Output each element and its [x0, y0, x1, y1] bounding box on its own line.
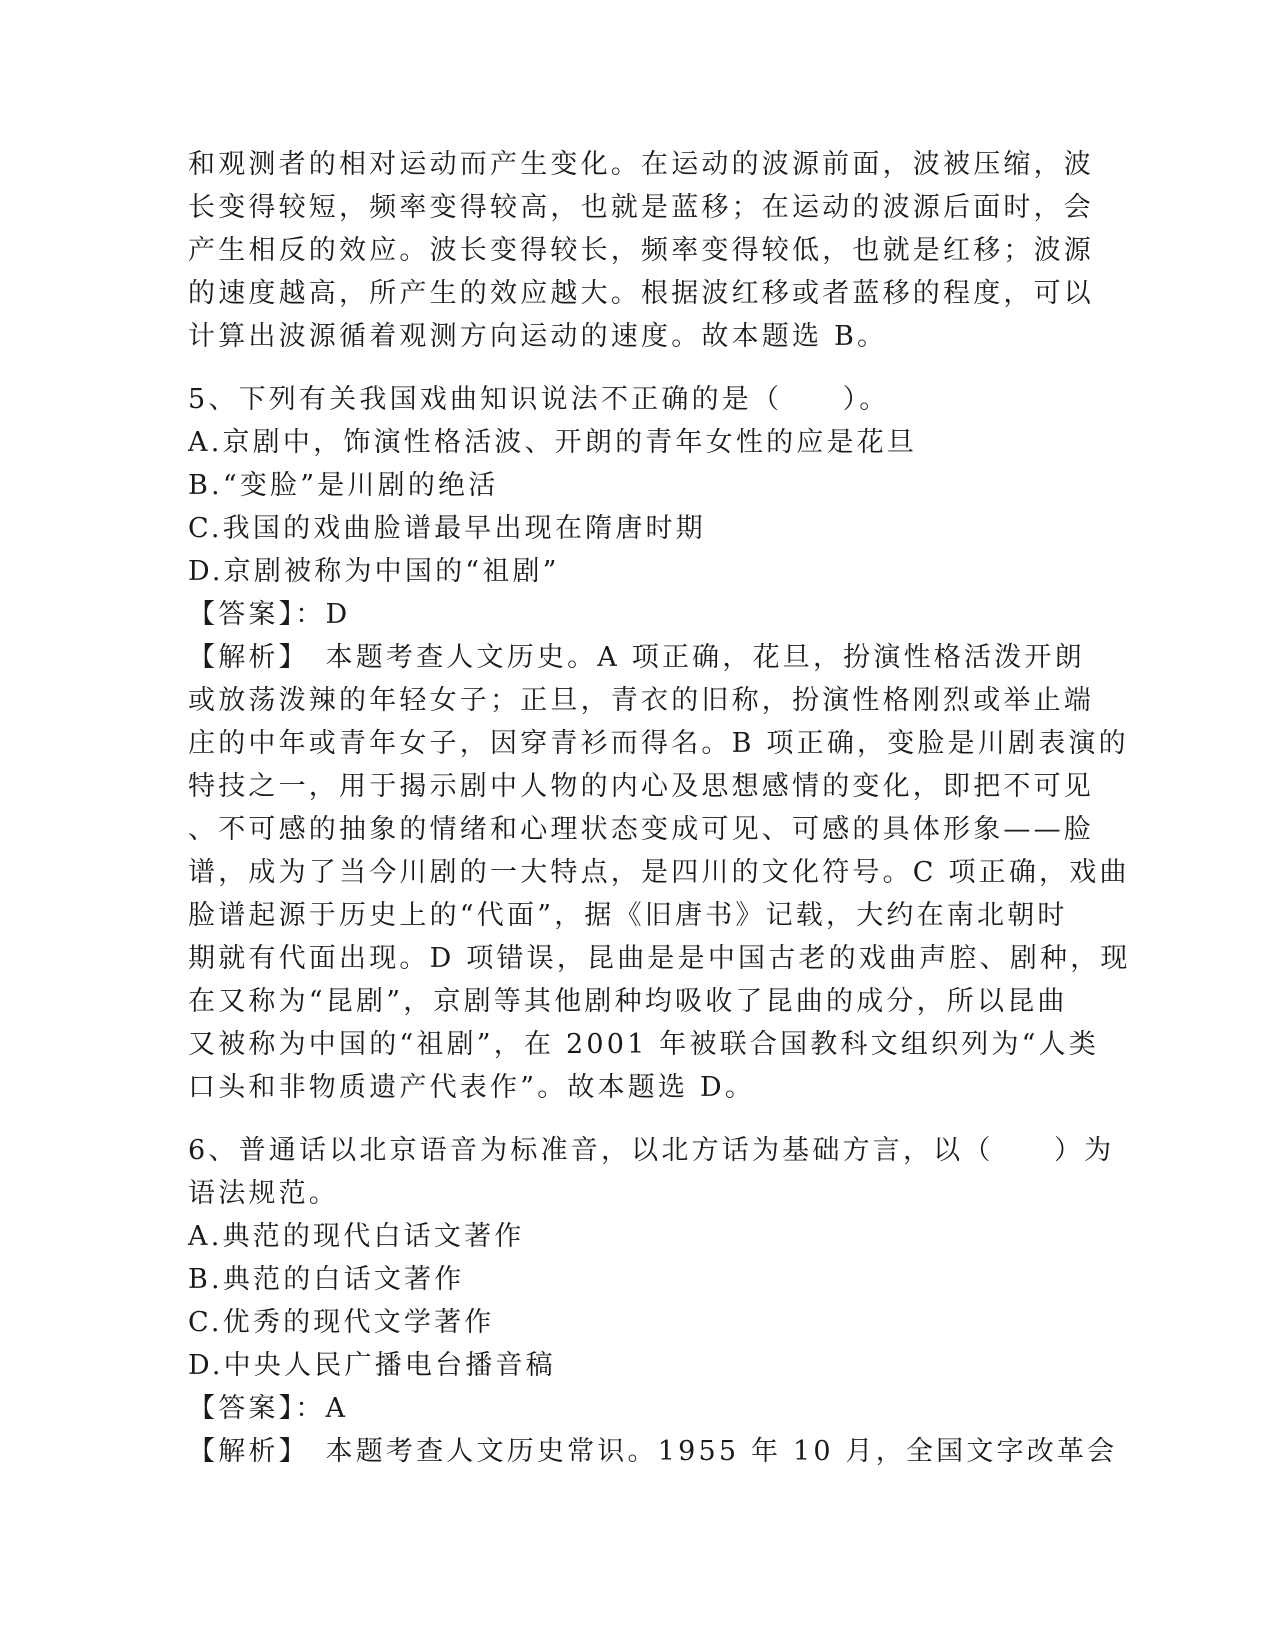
text-line: 计算出波源循着观测方向运动的速度。故本题选 B。	[188, 321, 888, 352]
explanation	[188, 636, 1131, 1109]
option-c: C.我国的戏曲脸谱最早出现在隋唐时期	[188, 513, 706, 544]
previous-explanation-tail	[188, 143, 1094, 358]
text-line: 、不可感的抽象的情绪和心理状态变成可见、可感的具体形象——脸	[188, 814, 1094, 845]
question-6	[188, 1129, 1118, 1473]
text-line: 庄的中年或青年女子，因穿青衫而得名。B 项正确，变脸是川剧表演的	[188, 728, 1129, 759]
text-line: 谱，成为了当今川剧的一大特点，是四川的文化符号。C 项正确，戏曲	[188, 857, 1130, 888]
option-a: A.典范的现代白话文著作	[188, 1221, 525, 1252]
text-line: 又被称为中国的“祖剧”，在 2001 年被联合国教科文组织列为“人类	[188, 1029, 1100, 1060]
option-c: C.优秀的现代文学著作	[188, 1307, 495, 1338]
option-b: B.“变脸”是川剧的绝活	[188, 470, 499, 501]
text-line: 特技之一，用于揭示剧中人物的内心及思想感情的变化，即把不可见	[188, 771, 1094, 802]
spacer	[188, 358, 1088, 378]
text-line: 期就有代面出现。D 项错误，昆曲是是中国古老的戏曲声腔、剧种，现	[188, 943, 1131, 974]
text-line: 在又称为“昆剧”，京剧等其他剧种均吸收了昆曲的成分，所以昆曲	[188, 986, 1068, 1017]
question-stem-cont: 语法规范。	[188, 1178, 339, 1209]
text-line: 口头和非物质遗产代表作”。故本题选 D。	[188, 1072, 756, 1103]
option-d: D.京剧被称为中国的“祖剧”	[188, 556, 560, 587]
spacer	[188, 1109, 1088, 1129]
answer-line: 【答案】：A	[188, 1393, 349, 1424]
question-5	[188, 378, 1131, 1109]
text-line: 【解析】 本题考查人文历史常识。1955 年 10 月，全国文字改革会	[188, 1436, 1118, 1467]
text-line: 长变得较短，频率变得较高，也就是蓝移；在运动的波源后面时，会	[188, 192, 1094, 223]
text-line: 的速度越高，所产生的效应越大。根据波红移或者蓝移的程度，可以	[188, 278, 1094, 309]
text-line: 产生相反的效应。波长变得较长，频率变得较低，也就是红移；波源	[188, 235, 1094, 266]
document-page	[188, 143, 1131, 1473]
answer-line: 【答案】：D	[188, 599, 351, 630]
option-b: B.典范的白话文著作	[188, 1264, 465, 1295]
text-line: 或放荡泼辣的年轻女子；正旦，青衣的旧称，扮演性格刚烈或举止端	[188, 685, 1094, 716]
option-a: A.京剧中，饰演性格活波、开朗的青年女性的应是花旦	[188, 427, 918, 458]
question-stem: 6、普通话以北京语音为标准音，以北方话为基础方言，以（ ）为	[188, 1135, 1115, 1166]
text-line: 脸谱起源于历史上的“代面”，据《旧唐书》记载，大约在南北朝时	[188, 900, 1068, 931]
text-line: 【解析】 本题考查人文历史。A 项正确，花旦，扮演性格活泼开朗	[188, 642, 1085, 673]
text-line: 和观测者的相对运动而产生变化。在运动的波源前面，波被压缩，波	[188, 149, 1094, 180]
option-d: D.中央人民广播电台播音稿	[188, 1350, 556, 1381]
explanation	[188, 1430, 1118, 1473]
question-stem: 5、下列有关我国戏曲知识说法不正确的是（ ）。	[188, 384, 890, 415]
